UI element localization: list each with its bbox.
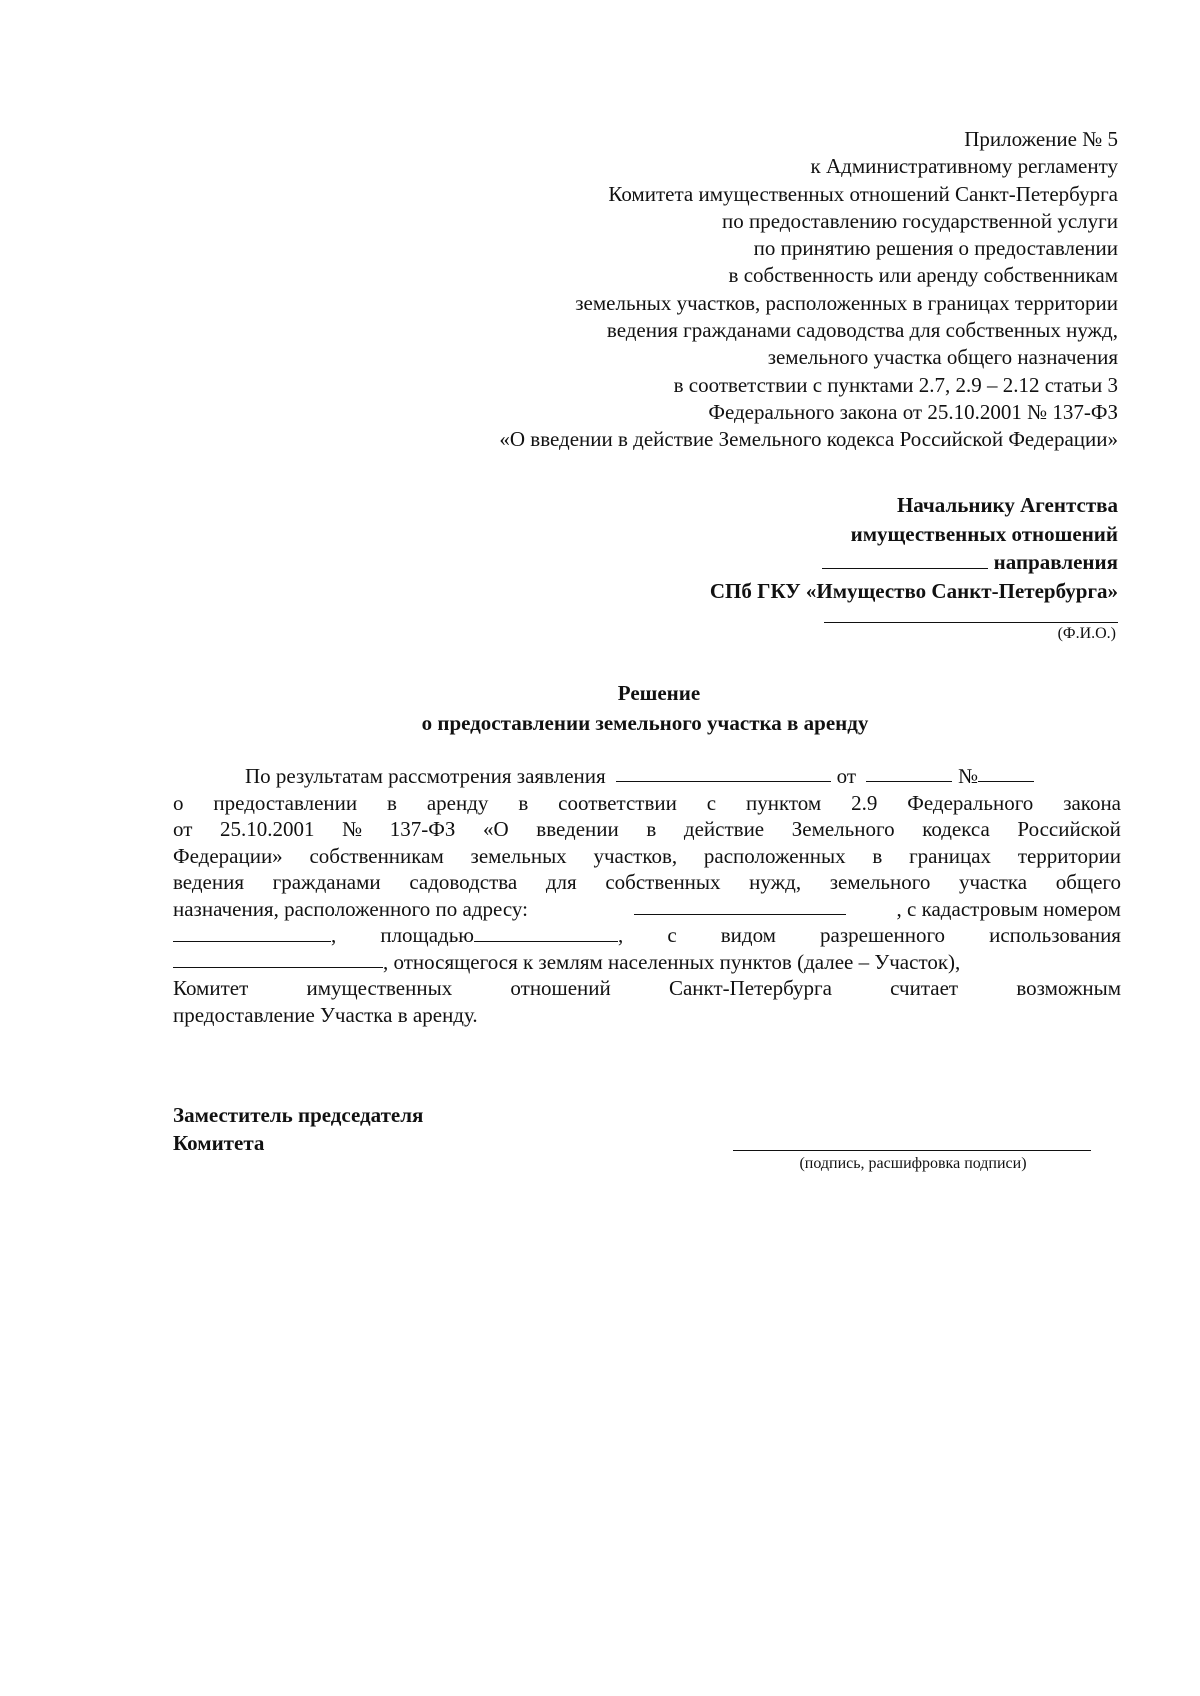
- word: общего: [1055, 870, 1121, 894]
- word: считает: [890, 976, 959, 1000]
- word: собственных: [605, 870, 721, 894]
- word: ,: [331, 923, 337, 947]
- word: имущественных: [306, 976, 453, 1000]
- header-line: Комитета имущественных отношений Санкт-Петербурга: [608, 181, 1118, 206]
- department-blank: [822, 567, 988, 569]
- fio-blank: [824, 622, 1118, 623]
- word: 25.10.2001: [220, 817, 315, 841]
- word: участка: [958, 870, 1028, 894]
- header-line: Приложение № 5: [964, 127, 1118, 151]
- word: нужд,: [749, 870, 802, 894]
- word: соответствии: [558, 790, 677, 815]
- header-line: Федерального закона от 25.10.2001 № 137-ФЗ: [708, 399, 1118, 424]
- word: с: [706, 790, 717, 815]
- title-line: о предоставлении земельного участка в аренду: [421, 711, 869, 735]
- word: аренду: [426, 790, 489, 815]
- header-line: земельных участков, расположенных в границах территории: [575, 290, 1118, 315]
- word: введении: [536, 817, 619, 841]
- header-line: в соответствии с пунктами 2.7, 2.9 – 2.12 статьи 3: [673, 372, 1118, 397]
- word: видом: [720, 923, 776, 947]
- word: земельных: [470, 843, 567, 868]
- word: в: [872, 843, 883, 868]
- word: с: [667, 923, 677, 947]
- body-line: [173, 922, 1121, 949]
- body-line: [173, 790, 1121, 817]
- word: Российской: [1017, 817, 1121, 841]
- fio-label: (Ф.И.О.): [1057, 625, 1116, 642]
- word: закона: [1063, 790, 1121, 815]
- signer-title: [173, 1101, 423, 1157]
- word: в: [518, 790, 529, 815]
- fio-block: [818, 622, 1118, 643]
- word: №: [342, 817, 363, 841]
- addressee-line: СПб ГКУ «Имущество Санкт-Петербурга»: [709, 578, 1118, 603]
- title-line: Решение: [617, 681, 701, 705]
- application-blank: [616, 763, 831, 782]
- addressee-block: [418, 491, 1118, 605]
- word: Санкт-Петербурга: [668, 976, 832, 1000]
- header-line: по предоставлению государственной услуги: [722, 208, 1118, 233]
- word: площадью: [380, 923, 474, 947]
- appendix-header: [298, 126, 1118, 454]
- word: территории: [1017, 843, 1121, 868]
- word: 2.9: [851, 790, 878, 815]
- document-title: [170, 678, 1120, 738]
- body-line: [173, 896, 1121, 923]
- signer-line: Комитета: [173, 1131, 265, 1155]
- word: использования: [989, 923, 1121, 947]
- addressee-line: имущественных отношений: [850, 521, 1118, 546]
- word: в: [646, 817, 657, 841]
- word: возможным: [1016, 976, 1121, 1000]
- word: Комитет: [173, 976, 249, 1000]
- word: ,: [618, 923, 624, 947]
- word: садоводства: [409, 870, 518, 894]
- address-blank: [634, 896, 846, 915]
- word: разрешенного: [820, 923, 946, 947]
- header-line: по принятию решения о предоставлении: [753, 236, 1118, 261]
- cadastral-blank: [173, 923, 331, 942]
- word: расположенных: [703, 843, 846, 868]
- signature-block: [733, 1150, 1093, 1173]
- date-blank: [866, 763, 952, 782]
- word: кодекса: [922, 817, 990, 841]
- body-line: [173, 1002, 1121, 1029]
- permitted-use-blank: [173, 949, 383, 968]
- word: границах: [909, 843, 992, 868]
- body-line: [173, 869, 1121, 896]
- header-line: «О введении в действие Земельного кодекса Российской Федерации»: [499, 427, 1118, 452]
- word: действие: [683, 817, 765, 841]
- body-text: , относящегося к землям населенных пунктов (далее – Участок),: [383, 949, 961, 974]
- addressee-line: направления: [993, 550, 1118, 574]
- decision-body: [173, 763, 1121, 1028]
- body-line: [173, 816, 1121, 843]
- word: ведения: [173, 870, 244, 894]
- word: 137-ФЗ: [389, 817, 456, 841]
- body-text: №: [958, 764, 979, 788]
- addressee-line-department: [418, 548, 1118, 577]
- word: гражданами: [272, 870, 381, 894]
- word: Федерального: [907, 790, 1034, 815]
- body-line: [173, 949, 1121, 976]
- word: земельного: [829, 870, 931, 894]
- word: Федерации»: [173, 843, 283, 868]
- word: пунктом: [745, 790, 822, 815]
- header-line: в собственность или аренду собственникам: [728, 263, 1118, 288]
- word: участков,: [593, 843, 678, 868]
- word: предоставлении: [213, 790, 358, 815]
- word: «О: [483, 817, 509, 841]
- header-line: земельного участка общего назначения: [767, 345, 1118, 370]
- body-line: [173, 843, 1121, 870]
- header-line: к Административному регламенту: [810, 154, 1118, 179]
- word: для: [545, 870, 577, 894]
- body-text: назначения, расположенного по адресу:: [173, 896, 528, 921]
- word: Земельного: [791, 817, 895, 841]
- area-blank: [474, 923, 618, 942]
- addressee-line: Начальнику Агентства: [896, 493, 1118, 517]
- body-text: По результатам рассмотрения заявления: [245, 764, 606, 788]
- signer-line: Заместитель председателя: [173, 1103, 424, 1127]
- body-line: [173, 763, 1121, 790]
- word: от: [173, 817, 193, 841]
- body-text: от: [836, 764, 857, 788]
- word: отношений: [510, 976, 611, 1000]
- header-line: ведения гражданами садоводства для собственных нужд,: [606, 318, 1118, 343]
- body-line: [173, 975, 1121, 1002]
- word: о: [173, 790, 184, 815]
- body-text: , с кадастровым номером: [896, 896, 1121, 921]
- word: в: [387, 790, 397, 815]
- body-text: предоставление Участка в аренду.: [173, 1002, 478, 1027]
- signature-label: (подпись, расшифровка подписи): [799, 1155, 1027, 1172]
- signature-blank: [733, 1150, 1091, 1151]
- word: собственникам: [309, 843, 444, 868]
- number-blank: [978, 763, 1034, 782]
